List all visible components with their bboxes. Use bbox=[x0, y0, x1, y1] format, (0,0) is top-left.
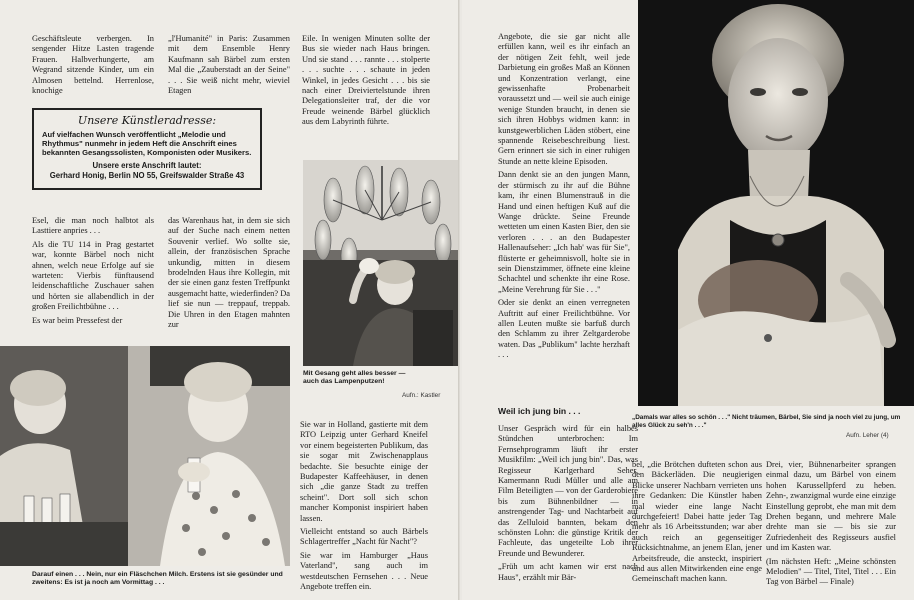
left-col2-top-text: „l'Humanité" in Paris: Zusammen mit dem Ensemble Henry Kaufmann sah Bärbel zum ersten Mal die „Zauberstadt an der Seine" . . . Sie weiß nicht mehr, wieviel Etagen bbox=[168, 34, 290, 96]
right-col3-bottom-text bbox=[766, 460, 896, 591]
photo-milk bbox=[0, 346, 290, 566]
paragraph: „Früh um acht kamen wir erst nach Haus", erzählt mir Bär- bbox=[498, 562, 638, 582]
right-col1-top-text bbox=[498, 32, 630, 364]
right-col1-bottom-text bbox=[498, 424, 638, 586]
artist-address-line: Gerhard Honig, Berlin NO 55, Greifswalder Straße 43 bbox=[49, 170, 245, 180]
paragraph: Unser Gespräch wird für ein halbes Stündchen unterbrochen: Im Fernsehprogramm läuft ihr erster Musikfilm: „Weil ich jung bin". Das, was Regisseur Karlgerhard Seher, Kamermann Rudi Müller und alle am Film Beteiligten — von der Garderobiere bis zum Bühnenbildner — in anstrengender Tag- und Nachtarbeit auf das Zelluloid bannten, bekam den schönsten Lohn: die günstige Kritik der Fachleute, das ungeteilte Lob ihrer Freunde und Bewunderer. bbox=[498, 424, 638, 558]
photo-portrait-image bbox=[638, 0, 914, 406]
paragraph: Sie war in Holland, gastierte mit dem RTO Leipzig unter Gerhard Kneifel vor einem begeisterten Publikum, das sie sogar mit Zwischenapplaus bedachte. Sie besuchte einige der Budapester Kaffeehäuser, in denen sich „die ganze Stadt zu treffen scheint". Dort soll sich schon mancher Komponist inspiriert haben lassen. bbox=[300, 420, 428, 523]
left-col1-top-text: Geschäftsleute verbergen. In sengender Hitze Lasten tragende Frauen. Halbverhungerte, am Wegrand sitzende Kinder, um ein Almosen bettelnd. Herrenlose, knochige bbox=[32, 34, 154, 96]
paragraph: Esel, die man noch halbtot als Lasttiere anpries . . . bbox=[32, 216, 154, 236]
artist-address-sub: Unsere erste Anschrift lautet: bbox=[92, 161, 202, 170]
right-col2-bottom-text: bel, „die Brötchen dufteten schon aus den Bäckerläden. Die neugierigen Blicke unserer Nachbarn verrieten uns ihre Gedanken: Die Künstler haben mal wieder eine lange Nacht durchgefeiert! Dabei hatte jeder Tag mehr als 16 Arbeitsstunden; war aber auch reich an gegenseitiger Rücksichtnahme, an jenem Elan, jener Arbeitsfreude, die ansteckt, inspiriert und aus allen Mitwirkenden eine enge Gemeinschaft machen kann. bbox=[632, 460, 762, 584]
paragraph: Sie war im Hamburger „Haus Vaterland", sang auch im westdeutschen Fernsehen . . . Neue Angebote treffen ein. bbox=[300, 550, 428, 592]
photo-lamp bbox=[303, 160, 460, 366]
artist-address-box bbox=[32, 108, 262, 190]
artist-address-title: Unsere Künstleradresse: bbox=[77, 114, 217, 127]
paragraph: Dann denkt sie an den jungen Mann, der stürmisch zu ihr auf die Bühne kam, ihr einen Blumenstrauß in die Hand und einen heftigen Kuß auf die Wange drückte. Seine Freunde wetteten um einen Kasten Bier, den sie verloren . . . an den Budapester Hallenaufseher: „Ich hab' was für Sie", flüsterte er geheimnisvoll, holte sie in sein Dienstzimmer, öffnete eine kleine Schachtel und schenkte ihr eine Rose. „Meine Verehrung für Sie . . ." bbox=[498, 170, 630, 294]
photo-portrait-caption: „Damals war alles so schön . . ." Nicht träumen, Bärbel, Sie sind ja noch viel zu jung, um alles Glück zu seh'n . . ." bbox=[632, 414, 901, 429]
left-col1-mid-text bbox=[32, 216, 154, 329]
paragraph: Angebote, die sie gar nicht alle erfüllen kann, weil es ihr einfach an der nötigen Zeit fehlt, weil jede Darbietung ein großes Maß an Können und Konzentration verlangt, eine gewissenhafte Probenarbeit voraussetzt und — weil sie auch einige wenige Stunden braucht, in denen sie sich ihren Hobbys widmen kann: in kunstgewerblichen Läden stöbert, eine spannende Reisebeschreibung liest. Gern erinnert sie sich in einer ruhigen Stunde an nette kleine Episoden. bbox=[498, 32, 630, 166]
paragraph: Vielleicht entstand so auch Bärbels Schlagertreffer „Nacht für Nacht"? bbox=[300, 527, 428, 547]
paragraph: (Im nächsten Heft: „Meine schönsten Melodien" — Titel, Titel, Titel . . . Ein Tag von Bärbel — Finale) bbox=[766, 556, 896, 587]
paragraph: Als die TU 114 in Prag gestartet war, konnte Bärbel noch nicht ahnen, welch neue Erfolge auf sie warteten: Vierbis fünftausend leidenschaftliche Zuschauer sahen und hörten sie allabendlich in der großen Freilichtbühne . . . bbox=[32, 239, 154, 312]
photo-lamp-credit: Aufn.: Kastler bbox=[402, 392, 441, 399]
artist-address-body: Auf vielfachen Wunsch veröffentlicht „Melodie und Rhythmus" nunmehr in jedem Heft die Anschrift eines bekannten Gesangssolisten, Komponisten oder Musikers. bbox=[42, 130, 252, 157]
photo-portrait-credit: Aufn. Leher (4) bbox=[846, 432, 889, 439]
photo-lamp-caption: Mit Gesang geht alles besser — auch das Lampenputzen! bbox=[303, 370, 406, 385]
photo-lamp-image bbox=[303, 160, 460, 366]
section-heading: Weil ich jung bin . . . bbox=[498, 406, 581, 416]
right-page bbox=[462, 0, 914, 600]
left-col3-bottom-text bbox=[300, 420, 428, 596]
photo-milk-caption: Darauf einen . . . Nein, nur ein Fläschchen Milch. Erstens ist sie gesünder und zweitens: Es ist ja noch am Vormittag . . . bbox=[32, 571, 283, 586]
left-col3-top-text: Eile. In wenigen Minuten sollte der Bus sie wieder nach Haus bringen. Und sie stand . . . rannte . . . stolperte . . . suchte . . . schaute in jeden Winkel, in jedes Gesicht . . . bis sie nach einer Dreiviertelstunde ihren Delegationsleiter traf, der die vor Freude weinende Bärbel glücklich aus dem Labyrinth führte. bbox=[302, 34, 430, 127]
paragraph: Drei, vier, Bühnenarbeiter sprangen einmal dazu, um Bärbel von einem hohen Karussellpferd zu heben. Zehn-, zwanzigmal wurde eine einzige Einstellung geprobt, ehe man mit dem Drehen begann, und mehrere Male drehte man sie — bis sie zur Zufriedenheit des Regisseurs ausfiel und im Kasten war. bbox=[766, 460, 896, 553]
paragraph: Es war beim Pressefest der bbox=[32, 315, 123, 325]
left-col2-mid-text: das Warenhaus hat, in dem sie sich auf der Suche nach einem netten Souvenir verlief. Wo sollte sie, allein, der französischen Sprache unkundig, mitten in diesem brodelnden Haus ihre Kollegin, mit der sie einen ganz festen Treffpunkt ausgemacht hatte, wiederfinden? Da lief sie nun — treppauf, treppab. Die Uhren in den Etagen mahnten zur bbox=[168, 216, 290, 330]
paragraph: Oder sie denkt an einen verregneten Auftritt auf einer Freilichtbühne. Vor allen Leuten mußte sie barfuß durch den Schlamm zu ihrer Zeltgarderobe waten. Das „Publikum" lachte herzhaft . . . bbox=[498, 298, 630, 360]
photo-milk-image bbox=[0, 346, 290, 566]
photo-portrait bbox=[638, 0, 914, 406]
